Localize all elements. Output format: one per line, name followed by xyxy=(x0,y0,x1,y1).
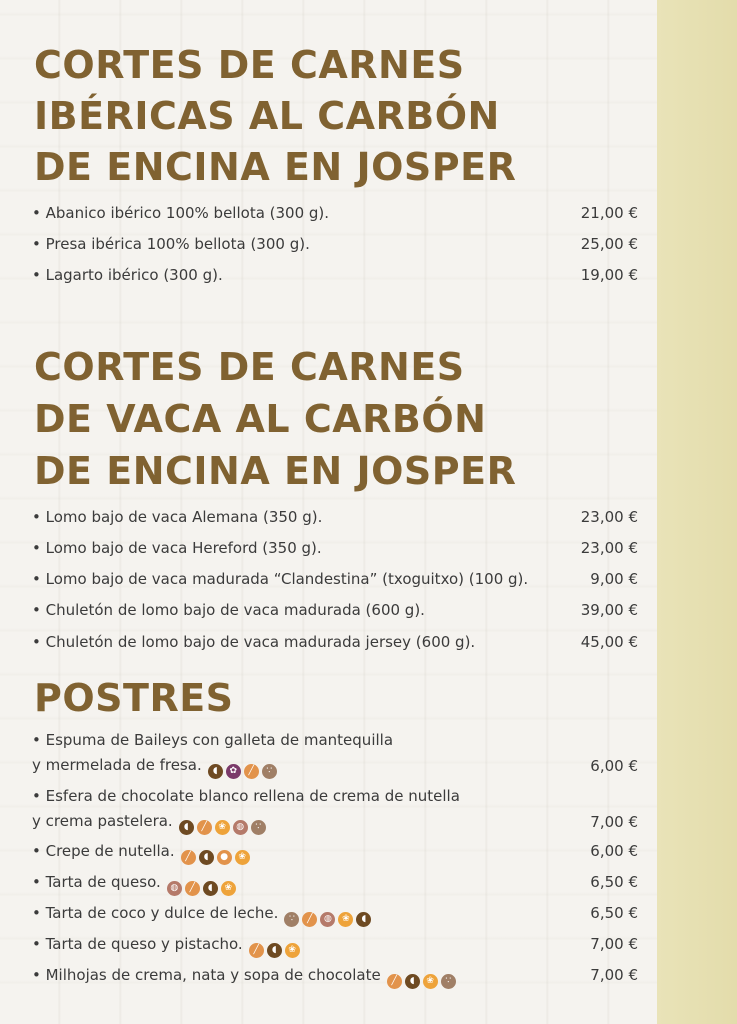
menu-item-name: • Tarta de coco y dulce de leche. xyxy=(32,904,279,922)
egg-icon: ◖ xyxy=(199,850,214,865)
gluten-icon: ╱ xyxy=(181,850,196,865)
menu-item-name: • Lomo bajo de vaca Hereford (350 g). xyxy=(32,539,322,557)
menu-item-price: 7,00 € xyxy=(590,935,638,953)
menu-item xyxy=(32,264,638,286)
menu-item xyxy=(32,933,638,955)
menu-item-price: 45,00 € xyxy=(580,633,638,651)
section-title-line: DE ENCINA EN JOSPER xyxy=(34,145,517,189)
nuts-icon: ∵ xyxy=(262,764,277,779)
egg-icon: ◖ xyxy=(208,764,223,779)
menu-item-name: • Lomo bajo de vaca Alemana (350 g). xyxy=(32,508,323,526)
menu-item xyxy=(32,506,638,528)
peanut-icon: ❀ xyxy=(215,820,230,835)
menu-item-price: 25,00 € xyxy=(580,235,638,253)
peanut-icon: ❀ xyxy=(235,850,250,865)
menu-item-price: 7,00 € xyxy=(590,966,638,984)
menu-item xyxy=(32,631,638,653)
allergen-icons xyxy=(284,912,371,927)
menu-item-name: • Tarta de queso y pistacho. xyxy=(32,935,243,953)
menu-item-name-continued: y crema pastelera. xyxy=(32,812,173,830)
menu-item-name: • Presa ibérica 100% bellota (300 g). xyxy=(32,235,310,253)
menu-item-price: 7,00 € xyxy=(590,813,638,831)
soy-icon: ◍ xyxy=(233,820,248,835)
menu-item-price: 23,00 € xyxy=(580,539,638,557)
menu-item-price: 9,00 € xyxy=(590,570,638,588)
menu-item-name: • Lagarto ibérico (300 g). xyxy=(32,266,223,284)
allergen-icons xyxy=(167,881,236,896)
menu-item-price: 6,00 € xyxy=(590,842,638,860)
menu-item-name: • Esfera de chocolate blanco rellena de crema de nutella xyxy=(32,787,460,805)
menu-item-price: 39,00 € xyxy=(580,601,638,619)
section-title-line: POSTRES xyxy=(34,676,234,720)
peanut-icon: ❀ xyxy=(423,974,438,989)
egg-icon: ◖ xyxy=(356,912,371,927)
lactose-icon: ● xyxy=(217,850,232,865)
peanut-icon: ❀ xyxy=(338,912,353,927)
allergen-icons xyxy=(208,764,277,779)
menu-item xyxy=(32,902,638,924)
allergen-icons xyxy=(181,850,250,865)
nuts-icon: ∵ xyxy=(441,974,456,989)
section-title-line: DE ENCINA EN JOSPER xyxy=(34,449,517,493)
gluten-icon: ╱ xyxy=(387,974,402,989)
sulphite-icon: ✿ xyxy=(226,764,241,779)
side-color-strip xyxy=(657,0,737,1024)
menu-item xyxy=(32,964,638,986)
menu-item-name: • Tarta de queso. xyxy=(32,873,161,891)
gluten-icon: ╱ xyxy=(185,881,200,896)
menu-item-price: 19,00 € xyxy=(580,266,638,284)
section-title-line: DE VACA AL CARBÓN xyxy=(34,397,487,441)
menu-item xyxy=(32,202,638,224)
peanut-icon: ❀ xyxy=(221,881,236,896)
section-title-line: CORTES DE CARNES xyxy=(34,345,465,389)
nuts-icon: ∵ xyxy=(251,820,266,835)
egg-icon: ◖ xyxy=(267,943,282,958)
section-title-line: CORTES DE CARNES xyxy=(34,43,465,87)
menu-item-name: • Chuletón de lomo bajo de vaca madurada jersey (600 g). xyxy=(32,633,476,651)
egg-icon: ◖ xyxy=(405,974,420,989)
menu-item-price: 6,50 € xyxy=(590,904,638,922)
menu-item-name: • Crepe de nutella. xyxy=(32,842,175,860)
allergen-icons xyxy=(249,943,300,958)
menu-item-name: • Lomo bajo de vaca madurada “Clandestina” (txoguitxo) (100 g). xyxy=(32,570,529,588)
gluten-icon: ╱ xyxy=(197,820,212,835)
menu-item-name: • Chuletón de lomo bajo de vaca madurada (600 g). xyxy=(32,601,425,619)
menu-item-name-continued: y mermelada de fresa. xyxy=(32,756,202,774)
gluten-icon: ╱ xyxy=(244,764,259,779)
menu-item-price: 21,00 € xyxy=(580,204,638,222)
menu-item xyxy=(32,537,638,559)
menu-item-price: 6,00 € xyxy=(590,757,638,775)
menu-item xyxy=(32,599,638,621)
peanut-icon: ❀ xyxy=(285,943,300,958)
allergen-icons xyxy=(179,820,266,835)
egg-icon: ◖ xyxy=(179,820,194,835)
menu-item xyxy=(32,871,638,893)
menu-item xyxy=(32,568,638,590)
nuts-icon: ∵ xyxy=(284,912,299,927)
gluten-icon: ╱ xyxy=(302,912,317,927)
menu-item xyxy=(32,840,638,862)
section-title-line: IBÉRICAS AL CARBÓN xyxy=(34,94,500,138)
menu-item xyxy=(32,784,638,835)
menu-item-price: 23,00 € xyxy=(580,508,638,526)
menu-item xyxy=(32,728,638,779)
menu-item-name: • Milhojas de crema, nata y sopa de chocolate xyxy=(32,966,381,984)
menu-item-price: 6,50 € xyxy=(590,873,638,891)
gluten-icon: ╱ xyxy=(249,943,264,958)
menu-item-name: • Abanico ibérico 100% bellota (300 g). xyxy=(32,204,330,222)
menu-item xyxy=(32,233,638,255)
egg-icon: ◖ xyxy=(203,881,218,896)
menu-item-name: • Espuma de Baileys con galleta de mantequilla xyxy=(32,731,394,749)
allergen-icons xyxy=(387,974,456,989)
soy-icon: ◍ xyxy=(167,881,182,896)
soy-icon: ◍ xyxy=(320,912,335,927)
